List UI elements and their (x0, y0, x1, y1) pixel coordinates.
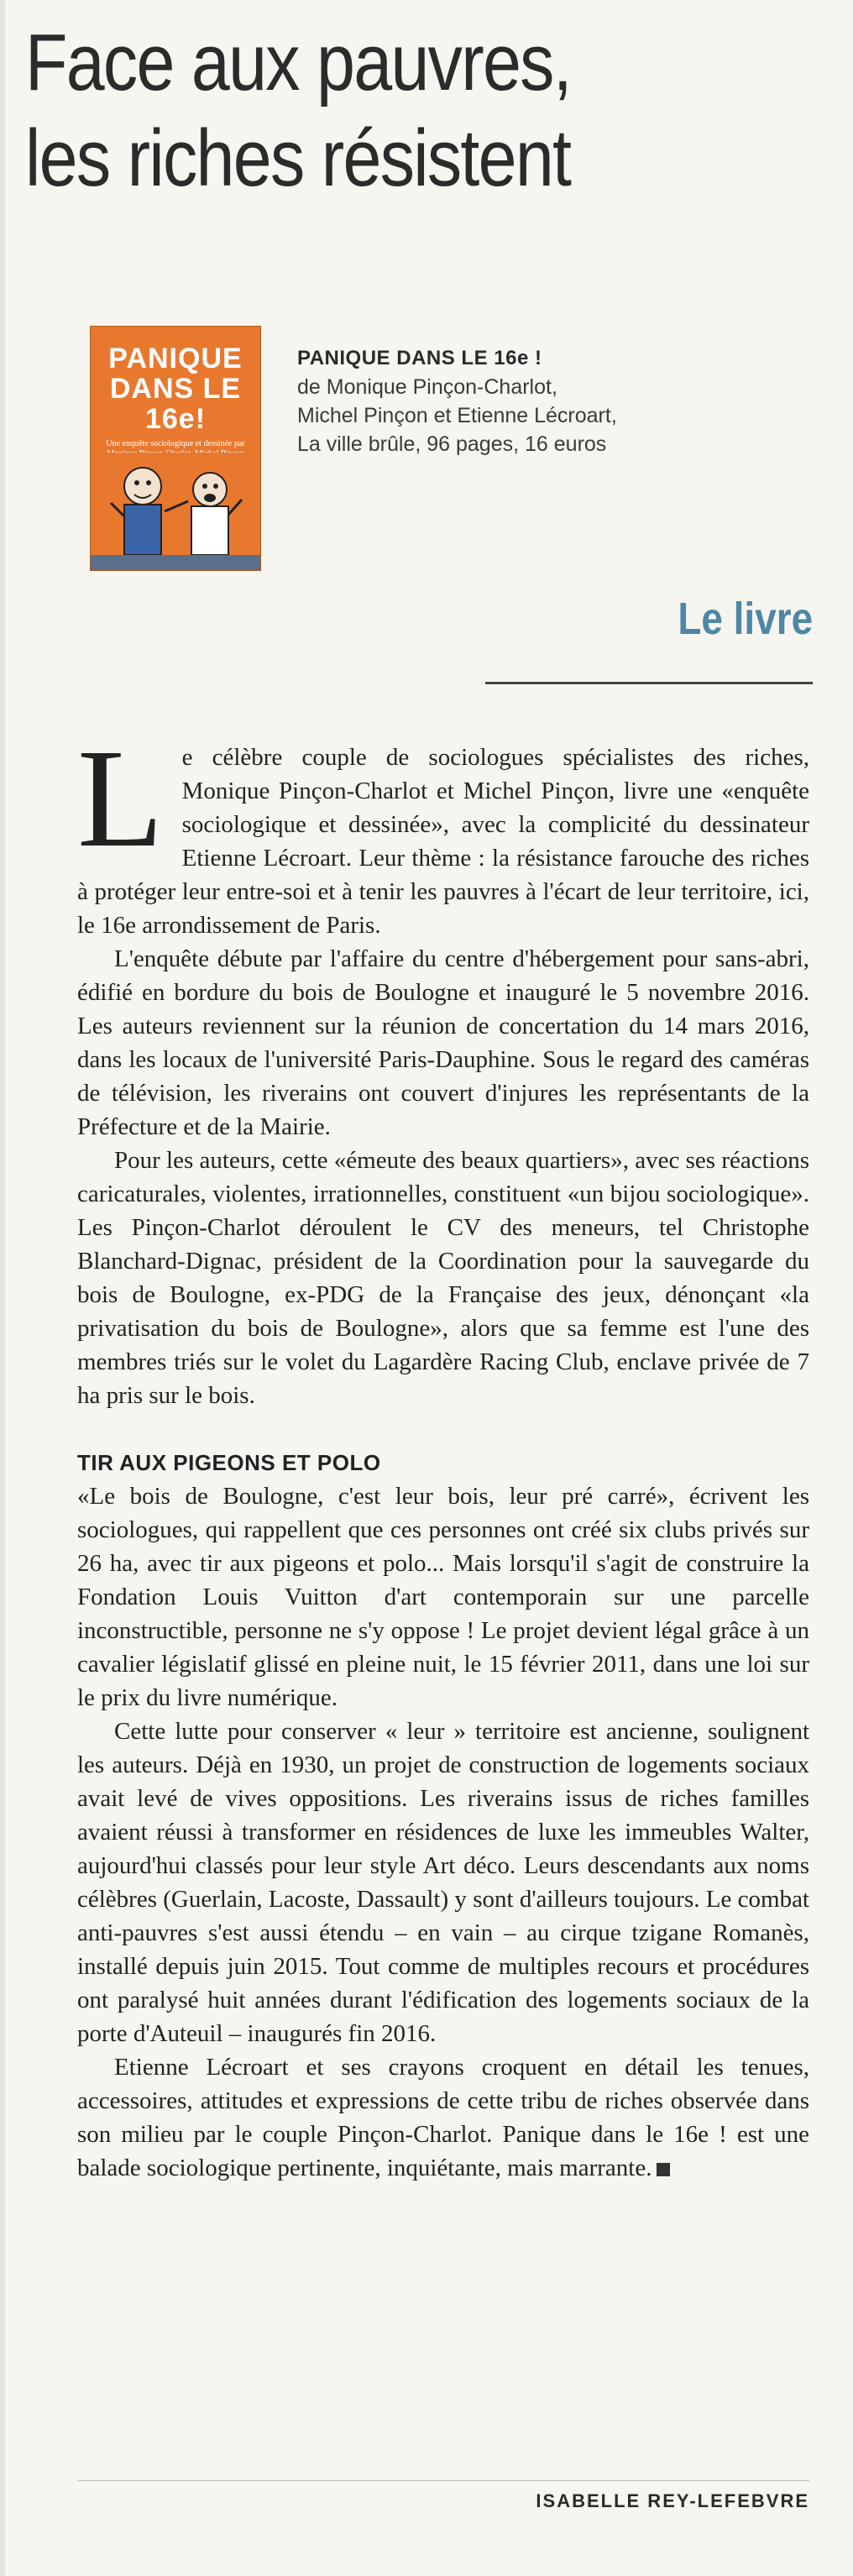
cover-subtitle: Une enquête sociologique et dessinée par (106, 439, 245, 448)
end-mark-icon (657, 2163, 670, 2176)
paragraph-6 (77, 2050, 809, 2185)
headline-line-1: Face aux pauvres, (25, 18, 571, 107)
drop-cap: L (77, 720, 164, 877)
rubric-underline (485, 682, 813, 684)
headline (25, 15, 719, 207)
book-publisher: La ville brûle, 96 pages, 16 euros (297, 432, 607, 456)
paragraph-1-text: e célèbre couple de sociologues spécialistes des riches, Monique Pinçon-Charlot et Michel Pinçon, livre une «enquête sociologique et dessinée», avec la complicité du dessinateur Etienne Lécroart. Leur thème : la résistance farouche des riches à protéger leur entre-soi et à tenir les pauvres à l'écart de leur territoire, ici, le 16e arrondissement de Paris. (77, 744, 809, 939)
subheading: TIR AUX PIGEONS ET POLO (77, 1450, 381, 1475)
cover-illustration (91, 453, 261, 571)
book-authors-line-1: de Monique Pinçon-Charlot, (297, 375, 557, 399)
article-body (77, 720, 809, 2185)
paragraph-1 (77, 720, 809, 942)
paragraph-4: «Le bois de Boulogne, c'est leur bois, leur pré carré», écrivent les sociologues, qui rappellent que ces personnes ont créé six clubs privés sur 26 ha, avec tir aux pigeons et polo... Mais lorsqu'il s'agit de construire la Fondation Louis Vuitton d'art contemporain sur une parcelle inconstructible, personne ne s'y oppose ! Le projet devient légal grâce à un cavalier législatif glissé en pleine nuit, le 15 février 2011, dans une loi sur le prix du livre numérique. (77, 1483, 809, 1711)
paragraph-5: Cette lutte pour conserver « leur » territoire est ancienne, soulignent les auteurs. Déjà en 1930, un projet de construction de logements sociaux avait levé de vives oppositions. Les riverains issus de riches familles avaient réussi à transformer en résidences de luxe les immeubles Walter, aujourd'hui classés pour leur style Art déco. Leurs descendants aux noms célèbres (Guerlain, Lacoste, Dassault) y sont d'ailleurs toujours. Le combat anti-pauvres s'est aussi étendu – en vain – au cirque tzigane Romanès, installé depuis juin 2015. Tout comme de multiples recours et procédures ont paralysé huit années durant l'édification des logements sociaux de la porte d'Auteuil – inaugurés fin 2016. (77, 1718, 809, 2047)
cover-title-line-2: DANS LE 16e! (109, 373, 242, 435)
book-info (297, 344, 767, 458)
cover-title (91, 343, 260, 434)
headline-line-2: les riches résistent (25, 113, 571, 203)
paragraph-6-text: Etienne Lécroart et ses crayons croquent en détail les tenues, accessoires, attitudes et expressions de cette tribu de riches observée dans son milieu par le couple Pinçon-Charlot. Panique dans le 16e ! est une balade sociologique pertinente, inquiétante, mais marrante. (77, 2054, 809, 2181)
page-edge (0, 0, 5, 2576)
book-title: PANIQUE DANS LE 16e ! (297, 347, 542, 369)
byline: ISABELLE REY-LEFEBVRE (536, 2490, 809, 2511)
paragraph-3: Pour les auteurs, cette «émeute des beaux quartiers», avec ses réactions caricaturales, violentes, irrationnelles, constituent «un bijou sociologique». Les Pinçon-Charlot déroulent le CV des meneurs, tel Christophe Blanchard-Dignac, président de la Coordination pour la sauvegarde du bois de Boulogne, ex-PDG de la Française des jeux, dénonçant «la privatisation du bois de Boulogne», alors que sa femme est l'une des membres triés sur le volet du Lagardère Racing Club, enclave privée de 7 ha pris sur le bois. (77, 1147, 809, 1409)
paragraph-2: L'enquête débute par l'affaire du centre d'hébergement pour sans-abri, édifié en bordure du bois de Boulogne et inauguré le 5 novembre 2016. Les auteurs reviennent sur la réunion de concertation du 14 mars 2016, dans les locaux de l'université Paris-Dauphine. Sous le regard des caméras de télévision, les riverains ont couvert d'injures les représentants de la Préfecture et de la Mairie. (77, 945, 809, 1140)
byline-rule (77, 2480, 809, 2481)
book-cover (90, 326, 261, 571)
cover-title-line-1: PANIQUE (108, 343, 243, 374)
book-authors-line-2: Michel Pinçon et Etienne Lécroart, (297, 404, 617, 427)
section-rubric: Le livre (678, 594, 813, 644)
